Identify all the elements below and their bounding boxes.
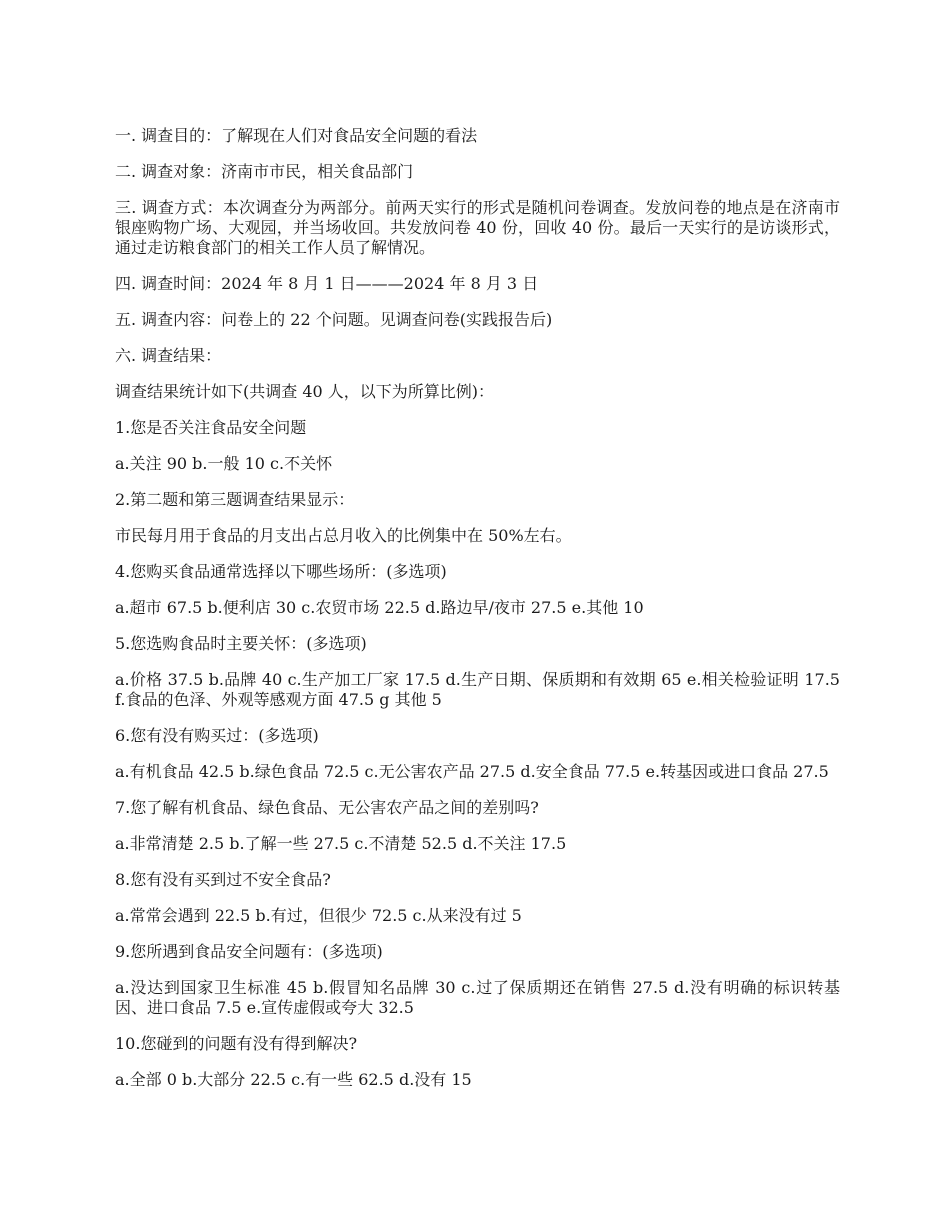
question-8: 8.您有没有买到过不安全食品? [115,870,331,889]
answer-2-3: 市民每月用于食品的月支出占总月收入的比例集中在 50%左右。 [115,526,572,545]
question-7: 7.您了解有机食品、绿色食品、无公害农产品之间的差别吗? [115,798,539,817]
document-body [115,126,840,1106]
survey-purpose: 一. 调查目的：了解现在人们对食品安全问题的看法 [115,126,478,145]
answer-8: a.常常会遇到 22.5 b.有过，但很少 72.5 c.从来没有过 5 [115,906,522,925]
answer-5: a.价格 37.5 b.品牌 40 c.生产加工厂家 17.5 d.生产日期、保质期和有效期 65 e.相关检验证明 17.5 f.食品的色泽、外观等感观方面 47.5 g 其他 5 [115,670,840,709]
survey-method: 三. 调查方式：本次调查分为两部分。前两天实行的形式是随机问卷调查。发放问卷的地点是在济南市银座购物广场、大观园，并当场收回。共发放问卷 40 份，回收 40 份。最后一天实行的是访谈形式，通过走访粮食部门的相关工作人员了解情况。 [115,198,840,257]
question-2-3: 2.第二题和第三题调查结果显示： [115,490,355,509]
survey-time: 四. 调查时间：2024 年 8 月 1 日———2024 年 8 月 3 日 [115,274,539,293]
answer-10: a.全部 0 b.大部分 22.5 c.有一些 62.5 d.没有 15 [115,1070,472,1089]
survey-subjects: 二. 调查对象：济南市市民，相关食品部门 [115,162,414,181]
question-4: 4.您购买食品通常选择以下哪些场所：(多选项) [115,562,447,581]
answer-4: a.超市 67.5 b.便利店 30 c.农贸市场 22.5 d.路边早/夜市 27.5 e.其他 10 [115,598,644,617]
survey-results-heading: 六. 调查结果： [115,346,222,365]
survey-content: 五. 调查内容：问卷上的 22 个问题。见调查问卷(实践报告后) [115,310,553,329]
answer-6: a.有机食品 42.5 b.绿色食品 72.5 c.无公害农产品 27.5 d.安全食品 77.5 e.转基因或进口食品 27.5 [115,762,829,781]
question-10: 10.您碰到的问题有没有得到解决? [115,1034,358,1053]
answer-1: a.关注 90 b.一般 10 c.不关怀 [115,454,333,473]
question-5: 5.您选购食品时主要关怀：(多选项) [115,634,367,653]
question-1: 1.您是否关注食品安全问题 [115,418,307,437]
answer-7: a.非常清楚 2.5 b.了解一些 27.5 c.不清楚 52.5 d.不关注 17.5 [115,834,567,853]
results-intro: 调查结果统计如下(共调查 40 人，以下为所算比例)： [115,382,495,401]
answer-9: a.没达到国家卫生标准 45 b.假冒知名品牌 30 c.过了保质期还在销售 27.5 d.没有明确的标识转基因、进口食品 7.5 e.宣传虚假或夸大 32.5 [115,978,840,1017]
question-6: 6.您有没有购买过：(多选项) [115,726,319,745]
question-9: 9.您所遇到食品安全问题有：(多选项) [115,942,383,961]
